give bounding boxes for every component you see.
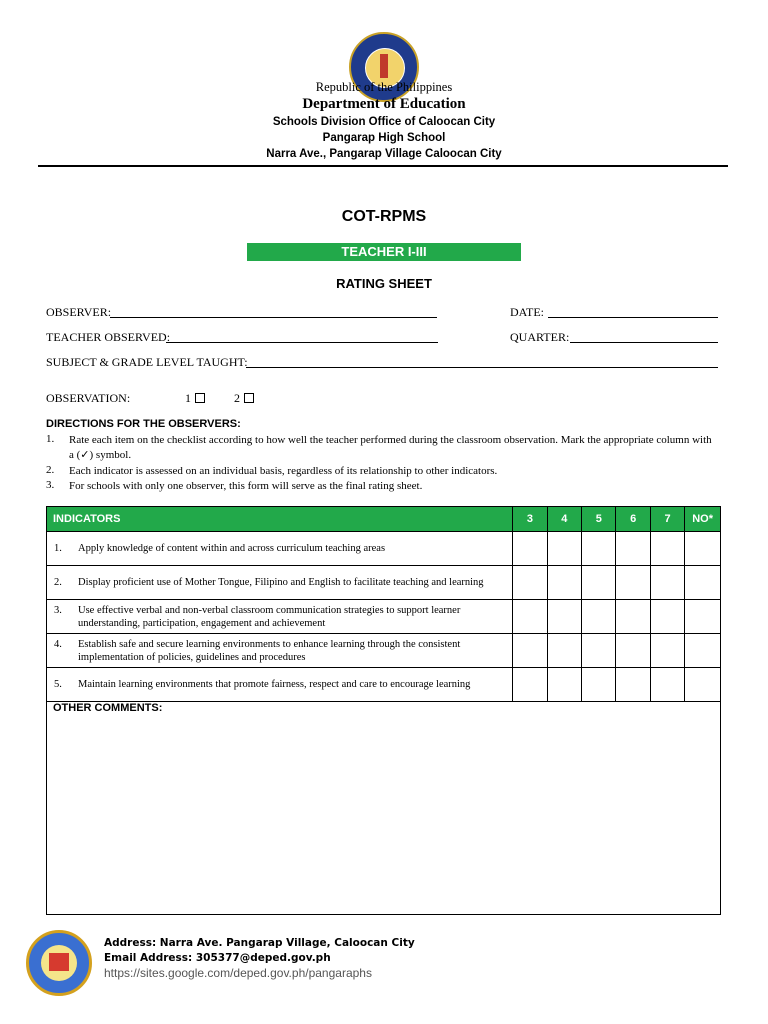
rating-cell[interactable] (616, 600, 650, 634)
checkbox-icon[interactable] (244, 393, 254, 403)
observation-option-2-label: 2 (234, 391, 240, 405)
rating-cell[interactable] (582, 600, 616, 634)
indicator-cell (47, 566, 513, 600)
footer-website-link[interactable]: https://sites.google.com/deped.gov.ph/pangaraphs (104, 966, 372, 980)
division-text: Schools Division Office of Caloocan City (272, 116, 496, 128)
indicator-text: Apply knowledge of content within and across curriculum teaching areas (78, 543, 386, 554)
indicator-cell (47, 600, 513, 634)
rating-cell[interactable] (616, 634, 650, 668)
quarter-field[interactable] (570, 342, 718, 343)
rating-cell[interactable] (685, 600, 721, 634)
header-divider (38, 165, 728, 167)
header-score-3: 3 (513, 507, 547, 532)
table-row (47, 532, 721, 566)
rating-cell[interactable] (582, 566, 616, 600)
rating-cell[interactable] (650, 634, 684, 668)
republic-text: Republic of the Philippines (315, 80, 453, 94)
indicator-number: 1. (54, 543, 62, 554)
teacher-observed-label: TEACHER OBSERVED: (46, 330, 171, 344)
indicator-number: 4. (54, 638, 62, 650)
rating-cell[interactable] (513, 566, 547, 600)
other-comments-field[interactable] (47, 702, 721, 915)
form-title: COT-RPMS (341, 208, 427, 225)
comments-row (47, 702, 721, 915)
rating-cell[interactable] (650, 600, 684, 634)
rating-cell[interactable] (547, 566, 581, 600)
rating-cell[interactable] (547, 532, 581, 566)
indicator-number: 3. (54, 604, 62, 616)
observation-label: OBSERVATION: (46, 391, 131, 405)
subject-grade-field[interactable] (246, 367, 718, 368)
table-row (47, 566, 721, 600)
rating-cell[interactable] (513, 634, 547, 668)
rating-cell[interactable] (685, 668, 721, 702)
header-score-4: 4 (547, 507, 581, 532)
rating-cell[interactable] (685, 634, 721, 668)
school-address: Narra Ave., Pangarap Village Caloocan City (266, 148, 502, 160)
rating-cell[interactable] (547, 600, 581, 634)
checkbox-icon[interactable] (195, 393, 205, 403)
header-score-6: 6 (616, 507, 650, 532)
direction-text: For schools with only one observer, this form will serve as the final rating sheet. (69, 480, 423, 492)
header-not-observed: NO* (685, 507, 721, 532)
direction-text: Rate each item on the checklist according to how well the teacher performed during the classroom observation. Mark the appropriate column with a (✓) symbol. (69, 434, 712, 461)
table-header-row (47, 507, 721, 532)
rating-cell[interactable] (547, 634, 581, 668)
direction-number: 3. (46, 479, 55, 491)
indicator-text: Display proficient use of Mother Tongue, Filipino and English to facilitate teaching and learning (78, 577, 484, 588)
subject-grade-label: SUBJECT & GRADE LEVEL TAUGHT: (46, 355, 248, 369)
indicator-cell (47, 668, 513, 702)
rating-cell[interactable] (650, 668, 684, 702)
rating-cell[interactable] (616, 668, 650, 702)
table-row (47, 600, 721, 634)
school-seal-logo (26, 930, 92, 996)
header-score-7: 7 (650, 507, 684, 532)
indicator-text: Use effective verbal and non-verbal classroom communication strategies to support learner understanding, participation, engagement and achievement (78, 604, 461, 629)
rating-cell[interactable] (616, 532, 650, 566)
observer-label: OBSERVER: (46, 305, 112, 319)
table-row (47, 634, 721, 668)
rating-cell[interactable] (685, 566, 721, 600)
indicators-table (46, 506, 721, 915)
observation-option-2[interactable] (234, 391, 254, 406)
direction-text: Each indicator is assessed on an individual basis, regardless of its relationship to other indicators. (69, 465, 498, 477)
rating-cell[interactable] (650, 532, 684, 566)
observer-field[interactable] (110, 317, 437, 318)
rating-cell[interactable] (685, 532, 721, 566)
rating-cell[interactable] (513, 600, 547, 634)
footer-address: Address: Narra Ave. Pangarap Village, Caloocan City (104, 937, 415, 949)
teacher-observed-field[interactable] (166, 342, 438, 343)
indicator-cell (47, 532, 513, 566)
quarter-label: QUARTER: (510, 330, 570, 344)
date-label: DATE: (510, 305, 544, 319)
rating-cell[interactable] (513, 532, 547, 566)
header-indicators: INDICATORS (47, 507, 513, 532)
rating-cell[interactable] (582, 532, 616, 566)
direction-number: 2. (46, 464, 55, 476)
other-comments-label: OTHER COMMENTS: (53, 702, 163, 714)
observation-option-1[interactable] (185, 391, 205, 406)
table-row (47, 668, 721, 702)
direction-number: 1. (46, 433, 55, 445)
rating-sheet-subtitle: RATING SHEET (336, 276, 432, 291)
rating-cell[interactable] (582, 668, 616, 702)
rating-cell[interactable] (650, 566, 684, 600)
rating-cell[interactable] (547, 668, 581, 702)
observation-option-1-label: 1 (185, 391, 191, 405)
rating-cell[interactable] (616, 566, 650, 600)
teacher-level-banner: TEACHER I-III (247, 243, 521, 261)
department-title: Department of Education (302, 96, 466, 112)
indicator-text: Establish safe and secure learning environments to enhance learning through the consistent implementation of policies, guidelines and procedures (78, 638, 461, 663)
header-score-5: 5 (582, 507, 616, 532)
school-name: Pangarap High School (322, 132, 446, 144)
footer-email: Email Address: 305377@deped.gov.ph (104, 952, 331, 964)
indicator-number: 5. (54, 679, 62, 690)
rating-cell[interactable] (513, 668, 547, 702)
rating-cell[interactable] (582, 634, 616, 668)
indicator-cell (47, 634, 513, 668)
directions-heading: DIRECTIONS FOR THE OBSERVERS: (46, 418, 241, 430)
indicator-number: 2. (54, 577, 62, 588)
indicator-text: Maintain learning environments that promote fairness, respect and care to encourage learning (78, 679, 471, 690)
date-field[interactable] (548, 317, 718, 318)
